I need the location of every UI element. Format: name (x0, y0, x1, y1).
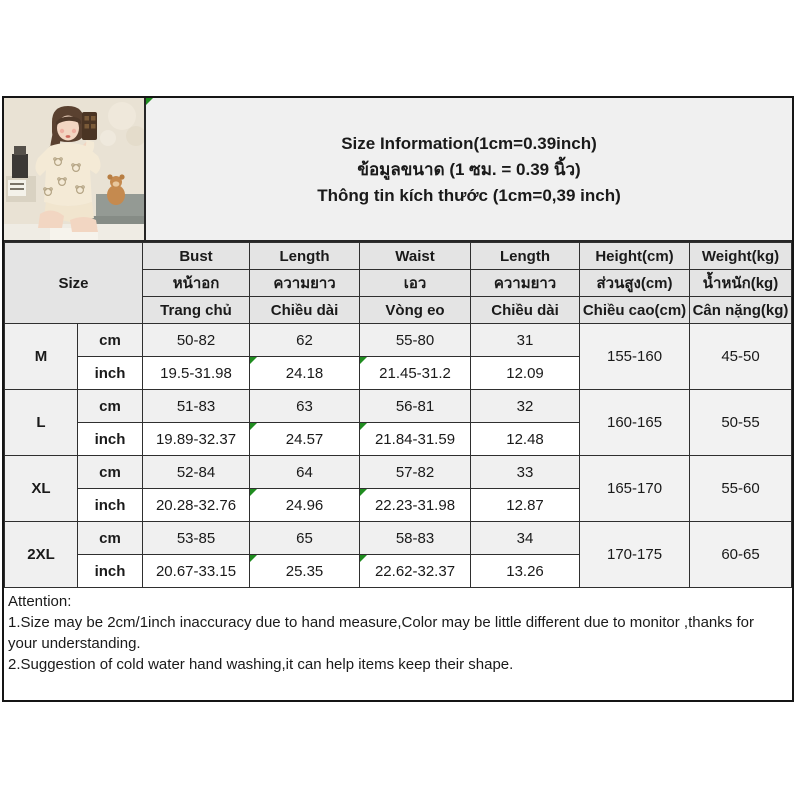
l-length-cm: 63 (250, 390, 360, 423)
l-height: 160-165 (580, 390, 690, 456)
col-header-weight-vi: Cân nặng(kg) (690, 297, 792, 324)
xl-waist-cm: 57-82 (360, 456, 471, 489)
unit-cm: cm (78, 390, 143, 423)
unit-cm: cm (78, 522, 143, 555)
l-waist-inch: 21.84-31.59 (360, 423, 471, 456)
col-header-waist-vi: Vòng eo (360, 297, 471, 324)
attention-section (4, 588, 792, 700)
xl-bust-cm: 52-84 (143, 456, 250, 489)
size-info-title-block (146, 98, 792, 240)
m-height: 155-160 (580, 324, 690, 390)
col-header-waist-th: เอว (360, 270, 471, 297)
unit-inch: inch (78, 423, 143, 456)
unit-inch: inch (78, 489, 143, 522)
2xl-bust-inch: 20.67-33.15 (143, 555, 250, 588)
col-header-height-th: ส่วนสูง(cm) (580, 270, 690, 297)
title-thai: ข้อมูลขนาด (1 ซม. = 0.39 นิ้ว) (357, 159, 581, 179)
2xl-weight: 60-65 (690, 522, 792, 588)
header-row-english (5, 243, 792, 270)
col-header-bust-vi: Trang chủ (143, 297, 250, 324)
col-header-height-vi: Chiều cao(cm) (580, 297, 690, 324)
2xl-length-inch: 25.35 (250, 555, 360, 588)
size-table (4, 242, 792, 588)
row-xl-cm (5, 456, 792, 489)
xl-weight: 55-60 (690, 456, 792, 522)
size-header-cell: Size (5, 243, 143, 324)
size-label-m: M (5, 324, 78, 390)
2xl-bust-cm: 53-85 (143, 522, 250, 555)
l-length-inch: 24.57 (250, 423, 360, 456)
xl-length2-cm: 33 (471, 456, 580, 489)
xl-height: 165-170 (580, 456, 690, 522)
attention-line-2: 2.Suggestion of cold water hand washing,it can help items keep their shape. (8, 656, 514, 673)
col-header-weight: Weight(kg) (690, 243, 792, 270)
2xl-waist-inch: 22.62-32.37 (360, 555, 471, 588)
l-length2-inch: 12.48 (471, 423, 580, 456)
col-header-bust: Bust (143, 243, 250, 270)
unit-cm: cm (78, 456, 143, 489)
m-bust-cm: 50-82 (143, 324, 250, 357)
m-length2-inch: 12.09 (471, 357, 580, 390)
col-header-height: Height(cm) (580, 243, 690, 270)
row-2xl-cm (5, 522, 792, 555)
col-header-length: Length (250, 243, 360, 270)
xl-bust-inch: 20.28-32.76 (143, 489, 250, 522)
2xl-length-cm: 65 (250, 522, 360, 555)
col-header-length2: Length (471, 243, 580, 270)
col-header-length2-th: ความยาว (471, 270, 580, 297)
m-length-inch: 24.18 (250, 357, 360, 390)
unit-cm: cm (78, 324, 143, 357)
product-photo (4, 98, 146, 240)
m-bust-inch: 19.5-31.98 (143, 357, 250, 390)
xl-length-cm: 64 (250, 456, 360, 489)
m-waist-cm: 55-80 (360, 324, 471, 357)
size-label-xl: XL (5, 456, 78, 522)
m-length2-cm: 31 (471, 324, 580, 357)
col-header-bust-th: หน้าอก (143, 270, 250, 297)
xl-length-inch: 24.96 (250, 489, 360, 522)
2xl-length2-cm: 34 (471, 522, 580, 555)
col-header-length-th: ความยาว (250, 270, 360, 297)
attention-heading: Attention: (8, 593, 72, 610)
unit-inch: inch (78, 357, 143, 390)
m-length-cm: 62 (250, 324, 360, 357)
title-english: Size Information(1cm=0.39inch) (341, 133, 597, 153)
product-photo-illustration (4, 98, 144, 240)
xl-waist-inch: 22.23-31.98 (360, 489, 471, 522)
col-header-weight-th: น้ำหนัก(kg) (690, 270, 792, 297)
col-header-length2-vi: Chiều dài (471, 297, 580, 324)
xl-length2-inch: 12.87 (471, 489, 580, 522)
attention-line-1: 1.Size may be 2cm/1inch inaccuracy due to hand measure,Color may be little different due to monitor ,thanks for your understanding. (8, 614, 754, 652)
2xl-length2-inch: 13.26 (471, 555, 580, 588)
title-vietnamese: Thông tin kích thước (1cm=0,39 inch) (317, 185, 621, 205)
header-band (4, 98, 792, 242)
l-length2-cm: 32 (471, 390, 580, 423)
l-waist-cm: 56-81 (360, 390, 471, 423)
row-m-cm (5, 324, 792, 357)
2xl-waist-cm: 58-83 (360, 522, 471, 555)
col-header-waist: Waist (360, 243, 471, 270)
2xl-height: 170-175 (580, 522, 690, 588)
col-header-length-vi: Chiều dài (250, 297, 360, 324)
size-label-l: L (5, 390, 78, 456)
l-bust-cm: 51-83 (143, 390, 250, 423)
m-waist-inch: 21.45-31.2 (360, 357, 471, 390)
l-weight: 50-55 (690, 390, 792, 456)
l-bust-inch: 19.89-32.37 (143, 423, 250, 456)
row-l-cm (5, 390, 792, 423)
m-weight: 45-50 (690, 324, 792, 390)
unit-inch: inch (78, 555, 143, 588)
size-label-2xl: 2XL (5, 522, 78, 588)
size-chart-sheet (2, 96, 794, 702)
